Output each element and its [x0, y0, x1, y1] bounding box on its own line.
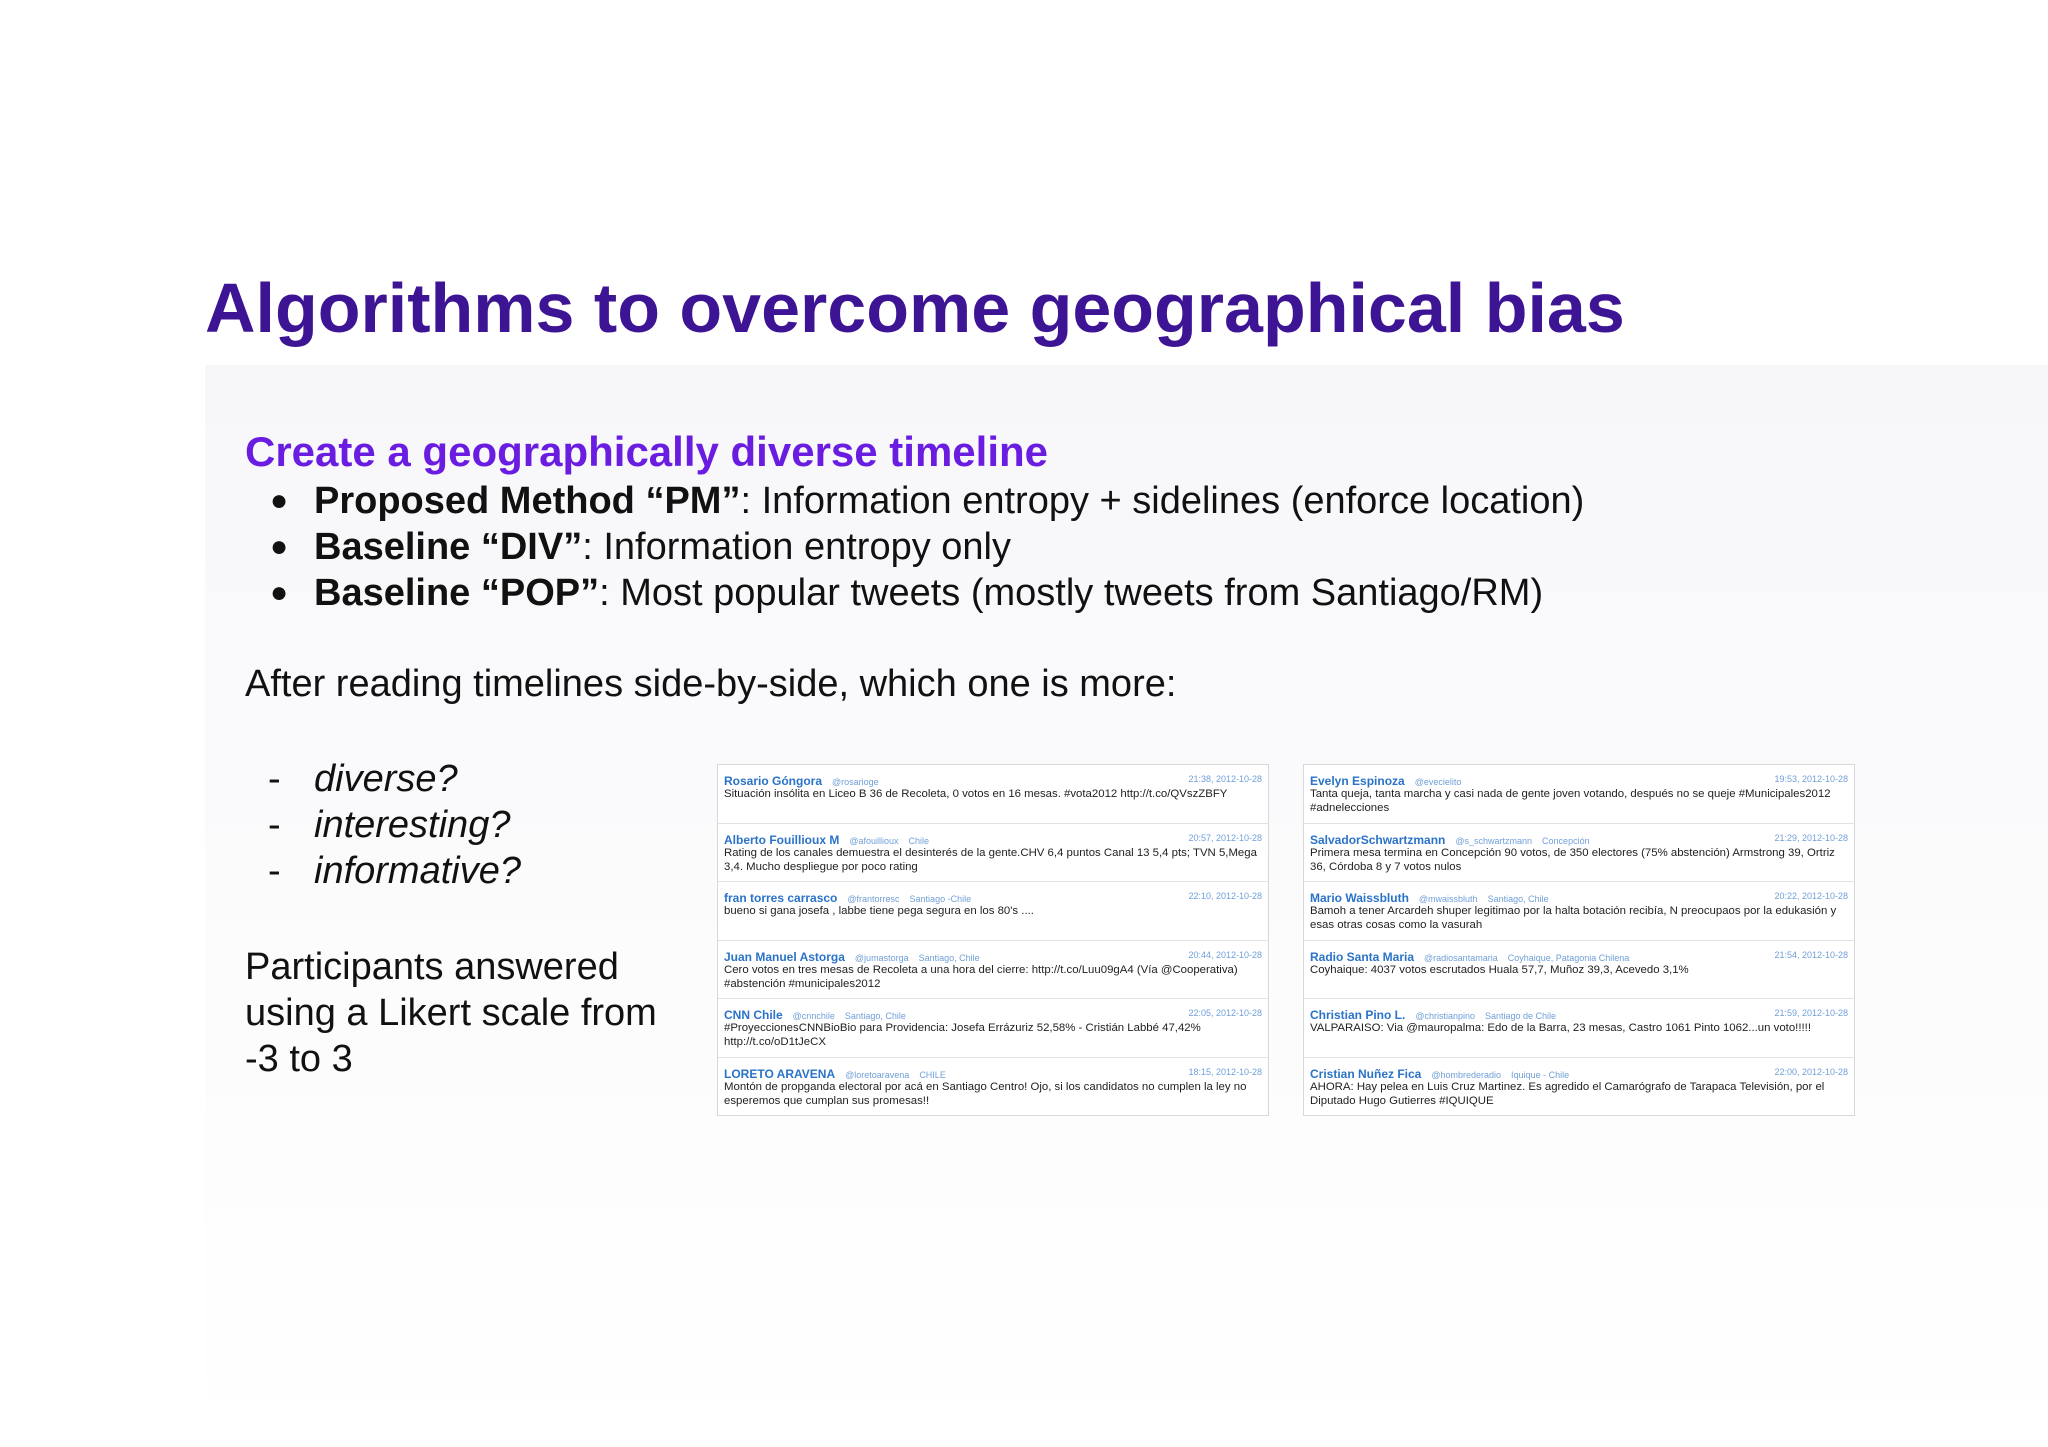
tweet-timestamp[interactable]: 21:38, 2012-10-28: [1188, 774, 1262, 784]
tweet-handle[interactable]: @cnnchile: [792, 1011, 835, 1021]
tweet-timestamp[interactable]: 22:05, 2012-10-28: [1188, 1008, 1262, 1018]
bullet-icon: ●: [270, 576, 289, 609]
tweet-author[interactable]: Juan Manuel Astorga: [724, 949, 845, 964]
criteria-label: interesting?: [314, 804, 511, 846]
method-name: Baseline “DIV”: [314, 526, 583, 568]
tweet-author[interactable]: Evelyn Espinoza: [1310, 774, 1405, 788]
method-name: Baseline “POP”: [314, 572, 600, 614]
dash-icon: -: [268, 804, 281, 846]
dash-icon: -: [268, 758, 281, 800]
tweet-text: Montón de propganda electoral por acá en Santiago Centro! Ojo, si los candidatos no cumplen la ley no esperemos que cumplan sus promesas!!: [724, 1080, 1247, 1107]
tweet-header: [724, 1006, 1262, 1020]
tweet-item: [1304, 882, 1854, 941]
tweet-header: [1310, 1065, 1848, 1079]
tweet-author[interactable]: Alberto Fouillioux M: [724, 832, 840, 847]
tweet-item: [1304, 1058, 1854, 1117]
tweet-header: [1310, 831, 1848, 845]
tweet-handle[interactable]: @frantorresc: [847, 894, 900, 904]
tweet-text: Tanta queja, tanta marcha y casi nada de gente joven votando, después no se queje #Municipales2012 #adnelecciones: [1310, 788, 1831, 814]
tweet-item: [718, 941, 1268, 1000]
tweet-item: [1304, 765, 1854, 824]
tweet-location: Iquique - Chile: [1511, 1069, 1570, 1080]
criteria-item: [268, 756, 521, 802]
method-item-pop: [270, 570, 1584, 616]
method-description: : Most popular tweets (mostly tweets from Santiago/RM): [599, 572, 1544, 614]
criteria-label: informative?: [314, 850, 521, 892]
tweet-handle[interactable]: @radiosantamaria: [1424, 952, 1498, 963]
tweet-text: Cero votos en tres mesas de Recoleta a una hora del cierre: http://t.co/Luu09gA4 (Vía @Cooperativa) #abstención #municipales2012: [724, 963, 1238, 990]
criteria-label: diverse?: [314, 758, 458, 800]
method-description: : Information entropy only: [582, 526, 1011, 568]
tweet-location: Santiago, Chile: [844, 1011, 906, 1021]
dash-icon: -: [268, 850, 281, 892]
tweet-location: CHILE: [919, 1069, 946, 1080]
tweet-handle[interactable]: @rosarioge: [832, 777, 879, 787]
slide-subtitle: Create a geographically diverse timeline: [245, 428, 1049, 475]
tweet-item: [1304, 941, 1854, 1000]
tweet-author[interactable]: SalvadorSchwartzmann: [1310, 832, 1446, 847]
tweet-timestamp[interactable]: 20:44, 2012-10-28: [1188, 949, 1262, 960]
criteria-item: [268, 848, 521, 894]
tweet-item: [718, 1058, 1268, 1117]
tweet-handle[interactable]: @loretoaravena: [845, 1069, 910, 1080]
tweet-text: Coyhaique: 4037 votos escrutados Huala 57,7, Muñoz 39,3, Acevedo 3,1%: [1310, 963, 1689, 976]
tweet-handle[interactable]: @christianpino: [1415, 1011, 1476, 1021]
tweet-item: [718, 824, 1268, 883]
evaluation-question: After reading timelines side-by-side, which one is more:: [245, 663, 1177, 705]
timeline-left: [717, 764, 1269, 1116]
tweet-timestamp[interactable]: 22:10, 2012-10-28: [1188, 891, 1262, 901]
method-list: [270, 478, 1584, 616]
tweet-item: [718, 765, 1268, 824]
tweet-author[interactable]: Mario Waissbluth: [1310, 891, 1409, 905]
tweet-text: Rating de los canales demuestra el desinterés de la gente.CHV 6,4 puntos Canal 13 5,4 pts; TVN 5,Mega 3,4. Mucho despliegue por poco rating: [724, 846, 1257, 873]
tweet-item: [1304, 999, 1854, 1058]
tweet-location: Santiago, Chile: [918, 952, 980, 963]
tweet-text: AHORA: Hay pelea en Luis Cruz Martinez. Es agredido el Camarógrafo de Tarapaca Televisión, por el Diputado Hugo Gutierres #IQUIQUE: [1310, 1080, 1825, 1107]
tweet-item: [718, 999, 1268, 1058]
bullet-icon: ●: [270, 530, 289, 563]
criteria-item: [268, 802, 521, 848]
tweet-handle[interactable]: @jumastorga: [854, 952, 909, 963]
tweet-timestamp[interactable]: 19:53, 2012-10-28: [1774, 774, 1848, 784]
tweet-location: Concepción: [1542, 835, 1590, 846]
method-item-div: [270, 524, 1584, 570]
tweet-timestamp[interactable]: 21:54, 2012-10-28: [1774, 949, 1848, 960]
tweet-location: Coyhaique, Patagonia Chilena: [1507, 952, 1630, 963]
tweet-author[interactable]: CNN Chile: [724, 1008, 783, 1022]
method-item-pm: [270, 478, 1584, 524]
tweet-text: Bamoh a tener Arcardeh shuper legitimao por la halta botación recibía, N preocupaos por la edukasión y esas otras cosas como la vasurah: [1310, 905, 1837, 931]
tweet-author[interactable]: LORETO ARAVENA: [724, 1066, 836, 1081]
likert-note: Participants answered using a Likert scale from -3 to 3: [245, 946, 657, 1080]
tweet-header: [724, 772, 1262, 786]
tweet-timestamp[interactable]: 21:29, 2012-10-28: [1774, 832, 1848, 843]
slide-title: Algorithms to overcome geographical bias: [205, 269, 1625, 347]
tweet-author[interactable]: Radio Santa Maria: [1310, 949, 1415, 964]
method-name: Proposed Method “PM”: [314, 480, 741, 522]
tweet-location: Chile: [908, 835, 930, 846]
tweet-location: Santiago de Chile: [1485, 1011, 1557, 1021]
tweet-text: Primera mesa termina en Concepción 90 votos, de 350 electores (75% abstención) Armstrong 39, Ortriz 36, Córdoba 8 y 7 votos nulos: [1310, 846, 1835, 873]
tweet-header: [1310, 889, 1848, 903]
method-description: : Information entropy + sidelines (enforce location): [740, 480, 1585, 522]
tweet-header: [724, 1065, 1262, 1079]
tweet-handle[interactable]: @s_schwartzmann: [1455, 835, 1533, 846]
tweet-text: #ProyeccionesCNNBioBio para Providencia: Josefa Errázuriz 52,58% - Cristián Labbé 47,42% http://t.co/oD1tJeCX: [724, 1022, 1201, 1048]
tweet-text: bueno si gana josefa , labbe tiene pega segura en los 80's ....: [724, 905, 1034, 917]
tweet-author[interactable]: fran torres carrasco: [724, 891, 838, 905]
tweet-author[interactable]: Christian Pino L.: [1310, 1008, 1406, 1022]
tweet-item: [1304, 824, 1854, 883]
tweet-handle[interactable]: @evecielito: [1414, 777, 1462, 787]
tweet-timestamp[interactable]: 20:22, 2012-10-28: [1774, 891, 1848, 901]
tweet-header: [724, 948, 1262, 962]
tweet-handle[interactable]: @hombrederadio: [1431, 1069, 1502, 1080]
bullet-icon: ●: [270, 484, 289, 517]
tweet-item: [718, 882, 1268, 941]
tweet-header: [724, 889, 1262, 903]
tweet-author[interactable]: Rosario Góngora: [724, 774, 823, 788]
tweet-author[interactable]: Cristian Nuñez Fica: [1310, 1066, 1422, 1081]
tweet-location: Santiago, Chile: [1487, 894, 1549, 904]
tweet-header: [1310, 772, 1848, 786]
tweet-timestamp[interactable]: 18:15, 2012-10-28: [1188, 1066, 1262, 1077]
tweet-text: Situación insólita en Liceo B 36 de Recoleta, 0 votos en 16 mesas. #vota2012 http://t.co/QVszZBFY: [724, 788, 1228, 800]
timeline-right: [1303, 764, 1855, 1116]
criteria-list: [268, 756, 521, 894]
tweet-header: [1310, 1006, 1848, 1020]
tweet-location: Santiago -Chile: [909, 894, 972, 904]
tweet-header: [1310, 948, 1848, 962]
tweet-handle[interactable]: @afouillioux: [849, 835, 899, 846]
tweet-header: [724, 831, 1262, 845]
tweet-timestamp[interactable]: 22:00, 2012-10-28: [1774, 1066, 1848, 1077]
tweet-timestamp[interactable]: 20:57, 2012-10-28: [1188, 832, 1262, 843]
tweet-handle[interactable]: @mwaissbluth: [1418, 894, 1478, 904]
tweet-text: VALPARAISO: Via @mauropalma: Edo de la Barra, 23 mesas, Castro 1061 Pinto 1062...un voto!!!!!: [1310, 1022, 1811, 1034]
tweet-timestamp[interactable]: 21:59, 2012-10-28: [1774, 1008, 1848, 1018]
